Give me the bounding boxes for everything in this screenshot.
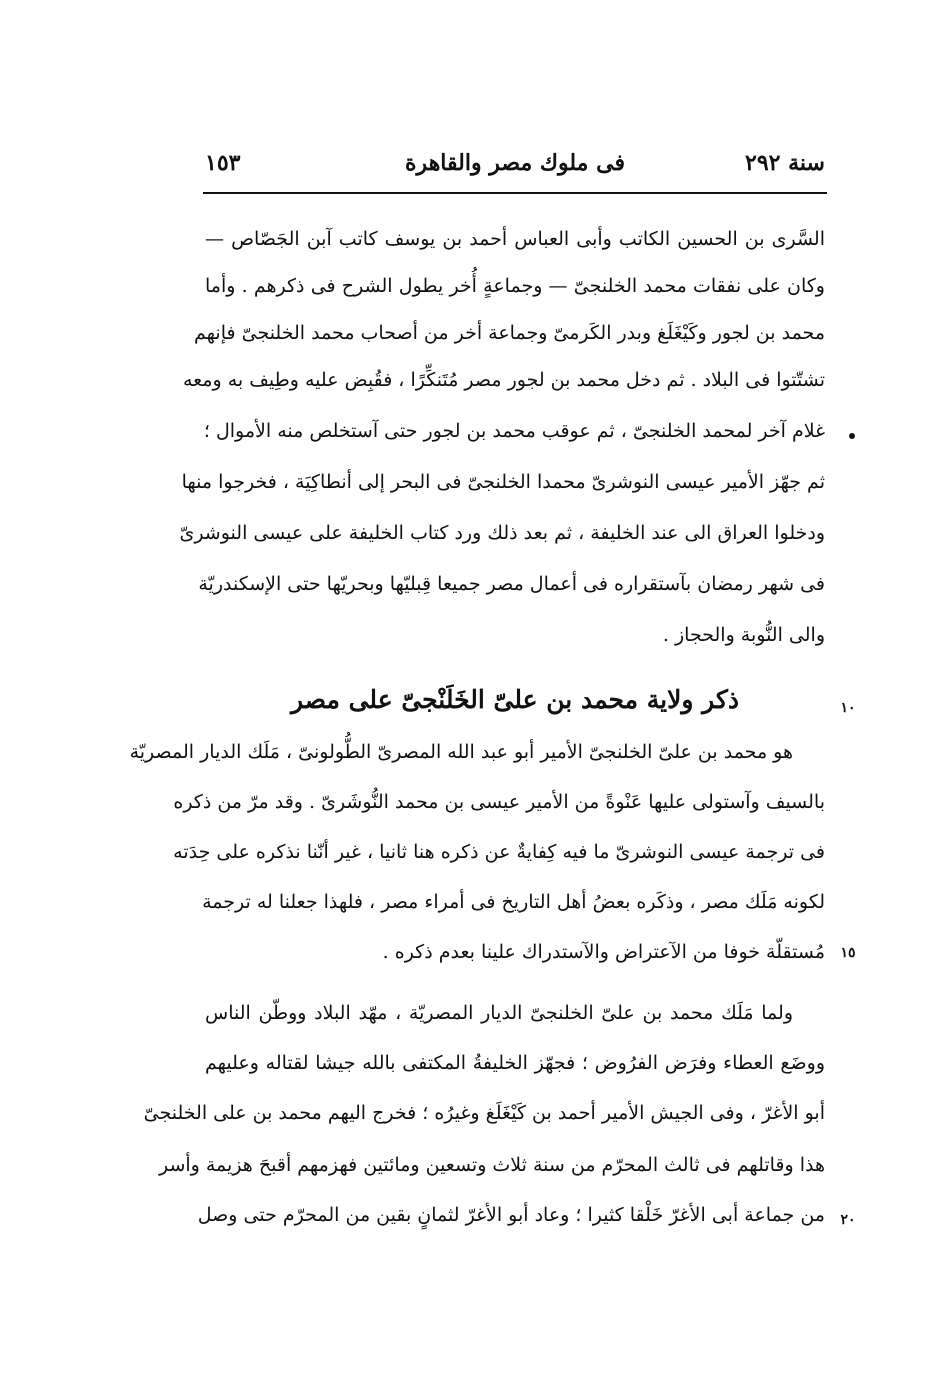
text-line: هذا وقاتلهم فى ثالث المحرّم من سنة ثلاث وتسعين ومائتين فهزمهم أقبحَ هزيمة وأسر xyxy=(158,1154,825,1176)
margin-line-number: ١٥ xyxy=(840,945,856,961)
text-line: ووضَع العطاء وفرَض الفرُوض ؛ فجهّز الخليفةُ المكتفى بالله جيشا لقتاله وعليهم xyxy=(205,1052,825,1074)
running-header xyxy=(205,150,825,190)
text-line: هو محمد بن علىّ الخلنجىّ الأمير أبو عبد الله المصرىّ الطُّولونىّ ، مَلَك الديار المصريّة xyxy=(129,741,793,763)
margin-line-number: ٢٠ xyxy=(840,1212,856,1228)
header-rule xyxy=(203,192,827,194)
text-line: والى النُّوبة والحجاز . xyxy=(662,624,825,646)
text-line: مُستقلّة خوفا من الآعتراض والآستدراك علينا بعدم ذكره . xyxy=(382,941,825,963)
section-heading: ذكر ولاية محمد بن علىّ الخَلَنْجىّ على مصر xyxy=(291,685,739,714)
text-line: بالسيف وآستولى عليها عَنْوةً من الأمير عيسى بن محمد النُّوشَرىّ . وقد مرّ من ذكره xyxy=(173,791,825,813)
text-line: السَّرى بن الحسين الكاتب وأبى العباس أحمد بن يوسف كاتب آبن الجَصّاص — xyxy=(205,228,825,250)
text-line: أبو الأغرّ ، وفى الجيش الأمير أحمد بن كَيْغَلَغ وغيرُه ؛ فخرج اليهم محمد بن على الخلنجىّ xyxy=(143,1102,825,1124)
text-line: من جماعة أبى الأغرّ خَلْقا كثيرا ؛ وعاد أبو الأغرّ لثمانٍ بقين من المحرّم حتى وصل xyxy=(197,1204,825,1226)
text-line: غلام آخر لمحمد الخلنجىّ ، ثم عوقب محمد بن لجور حتى آستخلص منه الأموال ؛ xyxy=(203,420,825,442)
margin-line-marker xyxy=(849,433,855,439)
text-line: محمد بن لجور وكَيْغَلَغ وبدر الكَرمىّ وجماعة أخر من أصحاب محمد الخلنجىّ فإنهم xyxy=(194,322,825,344)
margin-line-number: ١٠ xyxy=(840,700,856,716)
header-year: سنة ٢٩٢ xyxy=(745,150,825,176)
text-line: ثم جهّز الأمير عيسى النوشرىّ محمدا الخلنجىّ فى البحر إلى أنطاكِيَة ، فخرجوا منها xyxy=(181,471,825,493)
header-page-number: ١٥٣ xyxy=(205,150,241,176)
text-line: فى شهر رمضان بآستقراره فى أعمال مصر جميعا قِبليّها وبحريّها حتى الإسكندريّة xyxy=(198,573,825,595)
text-line: فى ترجمة عيسى النوشرىّ ما فيه كِفايةٌ عن ذكره هنا ثانيا ، غير أنّنا نذكره على حِدَته xyxy=(173,841,825,863)
text-line: وكان على نفقات محمد الخلنجىّ — وجماعةٍ أُخر يطول الشرح فى ذكرهم . وأما xyxy=(205,275,825,297)
header-running-title: فى ملوك مصر والقاهرة xyxy=(405,150,625,176)
text-line: ودخلوا العراق الى عند الخليفة ، ثم بعد ذلك ورد كتاب الخليفة على عيسى النوشرىّ xyxy=(179,522,825,544)
text-line: ولما مَلَك محمد بن علىّ الخلنجىّ الديار المصريّة ، مهّد البلاد ووطّن الناس xyxy=(205,1002,793,1024)
text-line: تشتّتوا فى البلاد . ثم دخل محمد بن لجور مصر مُتَنكِّرًا ، فقُبِض عليه وطِيف به ومعه xyxy=(182,369,825,391)
text-line: لكونه مَلَك مصر ، وذكَره بعضُ أهل التاريخ فى أمراء مصر ، فلهذا جعلنا له ترجمة xyxy=(202,891,825,913)
